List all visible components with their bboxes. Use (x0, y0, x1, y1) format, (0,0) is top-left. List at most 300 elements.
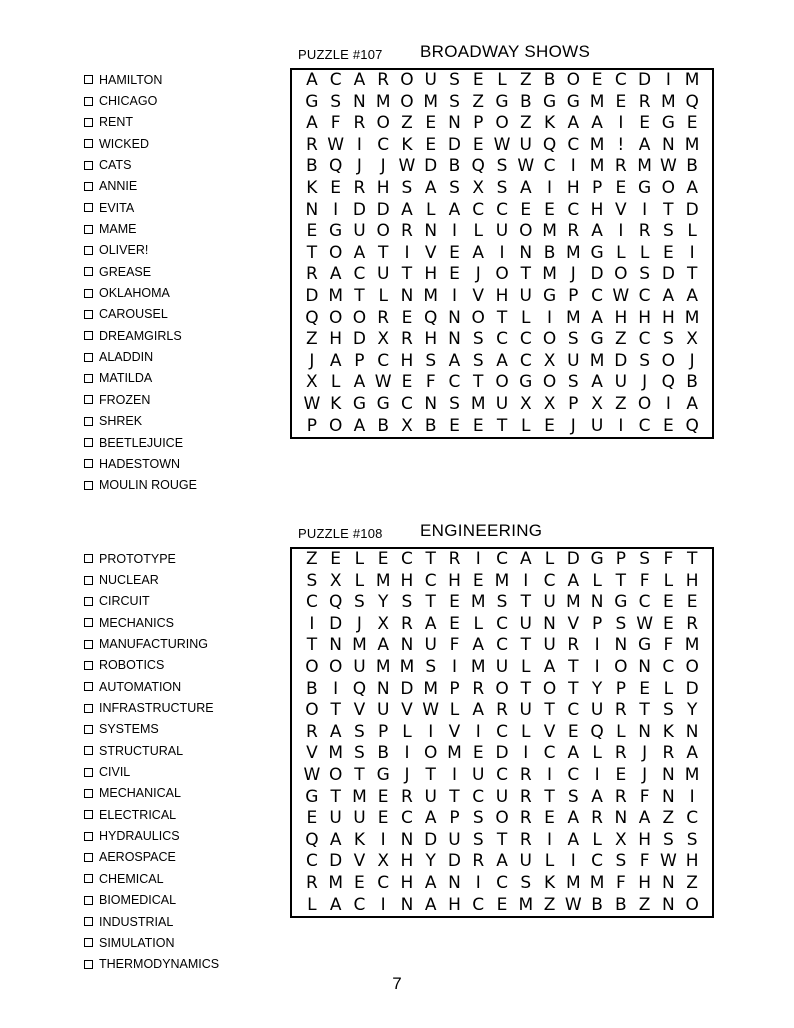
grid-letter[interactable]: J (642, 743, 648, 764)
grid-letter[interactable]: G (638, 177, 652, 198)
grid-letter[interactable]: E (544, 415, 555, 436)
grid-letter[interactable]: V (615, 199, 627, 220)
grid-letter[interactable]: E (425, 113, 437, 134)
grid-letter[interactable]: F (639, 851, 650, 872)
grid-letter[interactable]: Q (471, 156, 485, 177)
grid-letter[interactable]: A (353, 372, 366, 393)
grid-letter[interactable]: W (636, 613, 653, 634)
checkbox-icon[interactable] (84, 459, 93, 468)
grid-letter[interactable]: M (399, 656, 415, 677)
grid-letter[interactable]: I (570, 851, 576, 872)
grid-letter[interactable]: Z (401, 113, 413, 134)
checkbox-icon[interactable] (84, 289, 93, 298)
grid-letter[interactable]: T (568, 678, 579, 699)
grid-letter[interactable]: T (520, 592, 531, 613)
grid-letter[interactable]: T (354, 764, 365, 785)
grid-letter[interactable]: N (543, 613, 556, 634)
grid-letter[interactable]: S (354, 743, 365, 764)
grid-letter[interactable]: A (448, 350, 461, 371)
grid-letter[interactable]: C (305, 592, 318, 613)
grid-letter[interactable]: M (637, 156, 652, 177)
word-list-item[interactable] (84, 261, 197, 282)
grid-letter[interactable]: T (306, 635, 318, 656)
grid-letter[interactable]: R (448, 549, 461, 569)
grid-letter[interactable]: D (614, 350, 628, 371)
grid-letter[interactable]: E (377, 808, 389, 829)
grid-letter[interactable]: O (685, 656, 699, 677)
grid-letter[interactable]: E (425, 134, 437, 155)
grid-letter[interactable]: I (665, 70, 671, 90)
grid-letter[interactable]: O (661, 177, 676, 198)
grid-letter[interactable]: A (306, 70, 318, 90)
word-list-item[interactable] (84, 133, 197, 154)
grid-letter[interactable]: D (447, 851, 462, 872)
grid-letter[interactable]: X (377, 329, 389, 350)
checkbox-icon[interactable] (84, 395, 93, 404)
word-list-item[interactable] (84, 112, 197, 133)
grid-letter[interactable]: A (353, 242, 366, 263)
grid-letter[interactable]: C (638, 329, 651, 350)
grid-letter[interactable]: U (495, 221, 509, 242)
grid-letter[interactable]: N (638, 656, 651, 677)
grid-letter[interactable]: E (686, 113, 698, 134)
grid-letter[interactable]: E (639, 678, 650, 699)
word-list-item[interactable] (84, 176, 197, 197)
grid-letter[interactable]: R (401, 329, 413, 350)
word-list-item[interactable] (84, 954, 219, 975)
grid-letter[interactable]: A (662, 285, 675, 306)
grid-letter[interactable]: S (330, 91, 342, 112)
grid-letter[interactable]: R (401, 613, 413, 634)
grid-letter[interactable]: U (519, 851, 532, 872)
grid-letter[interactable]: Y (591, 678, 603, 699)
grid-letter[interactable]: U (376, 264, 390, 285)
grid-letter[interactable]: Q (424, 307, 438, 328)
checkbox-icon[interactable] (84, 225, 93, 234)
grid-letter[interactable]: I (547, 177, 553, 198)
grid-letter[interactable]: A (686, 393, 698, 414)
grid-letter[interactable]: I (547, 829, 553, 850)
grid-letter[interactable]: A (377, 635, 389, 656)
grid-letter[interactable]: C (496, 199, 508, 220)
grid-letter[interactable]: G (352, 393, 366, 414)
grid-letter[interactable]: I (689, 786, 695, 807)
grid-letter[interactable]: B (519, 91, 532, 112)
grid-letter[interactable]: G (376, 764, 390, 785)
grid-letter[interactable]: N (662, 872, 675, 893)
grid-letter[interactable]: L (497, 70, 507, 90)
word-list-item[interactable] (84, 218, 197, 239)
grid-letter[interactable]: J (642, 764, 648, 785)
grid-letter[interactable]: O (400, 91, 414, 112)
grid-letter[interactable]: W (374, 372, 392, 393)
grid-letter[interactable]: O (352, 307, 367, 328)
grid-letter[interactable]: D (685, 199, 699, 220)
grid-letter[interactable]: G (614, 592, 628, 613)
grid-letter[interactable]: E (472, 743, 484, 764)
grid-letter[interactable]: L (592, 829, 602, 850)
grid-letter[interactable]: H (614, 307, 628, 328)
grid-letter[interactable]: D (329, 851, 343, 872)
grid-letter[interactable]: I (451, 656, 457, 677)
grid-letter[interactable]: L (378, 285, 388, 306)
grid-letter[interactable]: L (521, 415, 531, 436)
grid-letter[interactable]: A (424, 613, 437, 634)
grid-letter[interactable]: A (519, 549, 532, 569)
grid-letter[interactable]: C (567, 199, 580, 220)
grid-letter[interactable]: N (305, 199, 319, 220)
grid-letter[interactable]: E (449, 592, 460, 613)
grid-letter[interactable]: N (519, 242, 533, 263)
grid-letter[interactable]: I (451, 764, 457, 785)
grid-letter[interactable]: D (400, 678, 414, 699)
checkbox-icon[interactable] (84, 917, 93, 926)
grid-letter[interactable]: A (591, 786, 603, 807)
grid-letter[interactable]: I (380, 829, 386, 850)
grid-letter[interactable]: I (618, 113, 624, 134)
grid-letter[interactable]: S (662, 700, 674, 721)
grid-letter[interactable]: Q (542, 134, 557, 155)
grid-letter[interactable]: T (639, 700, 650, 721)
grid-letter[interactable]: L (592, 570, 602, 591)
grid-letter[interactable]: N (448, 307, 461, 328)
grid-letter[interactable]: I (618, 415, 624, 436)
grid-letter[interactable]: W (659, 156, 677, 177)
grid-letter[interactable]: H (424, 329, 438, 350)
grid-letter[interactable]: A (567, 570, 580, 591)
grid-letter[interactable]: M (328, 872, 343, 893)
grid-letter[interactable]: C (472, 894, 485, 915)
grid-letter[interactable]: I (404, 242, 410, 263)
word-list-item[interactable] (84, 346, 197, 367)
grid-letter[interactable]: O (424, 743, 438, 764)
grid-letter[interactable]: J (356, 156, 362, 177)
grid-letter[interactable]: B (615, 894, 627, 915)
grid-letter[interactable]: S (615, 851, 627, 872)
grid-letter[interactable]: B (543, 242, 556, 263)
checkbox-icon[interactable] (84, 267, 93, 276)
checkbox-icon[interactable] (84, 75, 93, 84)
grid-letter[interactable]: F (615, 872, 626, 893)
checkbox-icon[interactable] (84, 938, 93, 947)
grid-letter[interactable]: N (400, 894, 414, 915)
grid-letter[interactable]: O (542, 372, 557, 393)
grid-letter[interactable]: S (662, 329, 674, 350)
grid-letter[interactable]: M (375, 570, 391, 591)
checkbox-icon[interactable] (84, 310, 93, 319)
grid-letter[interactable]: N (448, 872, 461, 893)
checkbox-icon[interactable] (84, 118, 93, 127)
grid-letter[interactable]: X (377, 851, 389, 872)
grid-letter[interactable]: A (448, 199, 461, 220)
word-list-item[interactable] (84, 368, 197, 389)
grid-letter[interactable]: E (472, 134, 484, 155)
grid-letter[interactable]: W (612, 285, 630, 306)
grid-letter[interactable]: E (662, 592, 674, 613)
grid-letter[interactable]: S (662, 221, 674, 242)
grid-letter[interactable]: G (542, 285, 557, 306)
grid-letter[interactable]: L (425, 199, 436, 220)
grid-letter[interactable]: R (401, 786, 413, 807)
grid-letter[interactable]: E (377, 549, 389, 569)
grid-letter[interactable]: C (305, 851, 318, 872)
checkbox-icon[interactable] (84, 618, 93, 627)
grid-letter[interactable]: B (377, 415, 390, 436)
grid-letter[interactable]: F (449, 635, 460, 656)
grid-letter[interactable]: N (448, 329, 461, 350)
checkbox-icon[interactable] (84, 704, 93, 713)
word-list-item[interactable] (84, 325, 197, 346)
grid-letter[interactable]: K (353, 829, 365, 850)
checkbox-icon[interactable] (84, 832, 93, 841)
grid-letter[interactable]: P (615, 549, 626, 569)
grid-letter[interactable]: P (354, 350, 365, 371)
word-list-item[interactable] (84, 453, 197, 474)
grid-letter[interactable]: M (375, 656, 391, 677)
word-list-item[interactable] (84, 719, 219, 740)
grid-letter[interactable]: K (662, 721, 674, 742)
word-list-item[interactable] (84, 633, 219, 654)
grid-letter[interactable]: A (591, 372, 603, 393)
grid-letter[interactable]: A (567, 808, 580, 829)
grid-letter[interactable]: Z (615, 329, 627, 350)
grid-letter[interactable]: K (543, 872, 556, 893)
grid-letter[interactable]: W (327, 134, 345, 155)
grid-letter[interactable]: K (401, 134, 413, 155)
grid-letter[interactable]: G (495, 91, 509, 112)
grid-letter[interactable]: R (662, 743, 675, 764)
grid-letter[interactable]: R (686, 613, 699, 634)
word-list-item[interactable] (84, 389, 197, 410)
grid-letter[interactable]: E (520, 199, 532, 220)
checkbox-icon[interactable] (84, 725, 93, 734)
grid-letter[interactable]: A (306, 113, 318, 134)
grid-letter[interactable]: C (377, 350, 390, 371)
grid-letter[interactable]: A (496, 350, 508, 371)
grid-letter[interactable]: D (352, 329, 366, 350)
grid-letter[interactable]: F (330, 113, 341, 134)
grid-letter[interactable]: O (661, 350, 676, 371)
grid-letter[interactable]: O (305, 700, 319, 721)
grid-letter[interactable]: I (594, 764, 600, 785)
grid-letter[interactable]: C (543, 570, 556, 591)
grid-letter[interactable]: K (543, 113, 556, 134)
grid-letter[interactable]: P (378, 721, 389, 742)
grid-letter[interactable]: X (543, 393, 556, 414)
checkbox-icon[interactable] (84, 331, 93, 340)
checkbox-icon[interactable] (84, 353, 93, 362)
grid-letter[interactable]: J (404, 764, 410, 785)
grid-letter[interactable]: G (519, 372, 533, 393)
grid-letter[interactable]: T (568, 656, 579, 677)
checkbox-icon[interactable] (84, 576, 93, 585)
grid-letter[interactable]: H (638, 872, 651, 893)
checkbox-icon[interactable] (84, 246, 93, 255)
grid-letter[interactable]: Z (472, 91, 485, 112)
grid-letter[interactable]: O (495, 372, 509, 393)
grid-letter[interactable]: C (519, 329, 532, 350)
grid-letter[interactable]: D (424, 156, 438, 177)
grid-letter[interactable]: H (400, 570, 414, 591)
grid-letter[interactable]: Z (543, 894, 556, 915)
grid-letter[interactable]: M (661, 91, 676, 112)
grid-letter[interactable]: P (615, 678, 626, 699)
grid-letter[interactable]: E (472, 415, 484, 436)
word-list-item[interactable] (84, 411, 197, 432)
grid-letter[interactable]: G (590, 549, 604, 569)
grid-letter[interactable]: I (547, 307, 553, 328)
grid-letter[interactable]: E (449, 613, 460, 634)
grid-letter[interactable]: W (303, 393, 321, 414)
grid-letter[interactable]: N (424, 221, 438, 242)
grid-letter[interactable]: H (400, 872, 414, 893)
grid-letter[interactable]: D (447, 134, 462, 155)
grid-letter[interactable]: R (519, 808, 532, 829)
grid-letter[interactable]: O (542, 329, 557, 350)
grid-letter[interactable]: O (328, 415, 343, 436)
grid-letter[interactable]: L (330, 372, 341, 393)
grid-letter[interactable]: N (614, 808, 628, 829)
grid-letter[interactable]: M (684, 307, 700, 328)
grid-letter[interactable]: L (473, 221, 483, 242)
grid-letter[interactable]: E (639, 113, 650, 134)
grid-letter[interactable]: T (449, 786, 460, 807)
grid-letter[interactable]: U (590, 415, 604, 436)
grid-letter[interactable]: G (590, 329, 604, 350)
checkbox-icon[interactable] (84, 554, 93, 563)
grid-letter[interactable]: O (495, 808, 509, 829)
grid-letter[interactable]: N (662, 764, 675, 785)
grid-letter[interactable]: C (614, 70, 627, 90)
grid-letter[interactable]: D (495, 743, 509, 764)
grid-letter[interactable]: S (449, 70, 460, 90)
grid-letter[interactable]: P (568, 393, 579, 414)
grid-letter[interactable]: A (567, 743, 580, 764)
grid-letter[interactable]: R (638, 221, 651, 242)
grid-letter[interactable]: L (616, 242, 626, 263)
grid-letter[interactable]: A (567, 113, 580, 134)
grid-letter[interactable]: H (495, 285, 509, 306)
word-list-item[interactable] (84, 804, 219, 825)
grid-letter[interactable]: R (638, 91, 651, 112)
grid-letter[interactable]: X (306, 372, 318, 393)
grid-letter[interactable]: P (449, 808, 460, 829)
grid-letter[interactable]: X (377, 613, 389, 634)
grid-letter[interactable]: P (568, 285, 579, 306)
grid-letter[interactable]: I (404, 743, 410, 764)
grid-letter[interactable]: I (689, 242, 695, 263)
grid-letter[interactable]: E (662, 415, 674, 436)
grid-letter[interactable]: B (686, 156, 698, 177)
grid-letter[interactable]: I (570, 156, 576, 177)
grid-letter[interactable]: L (663, 678, 674, 699)
word-list-item[interactable] (84, 697, 219, 718)
grid-letter[interactable]: C (638, 285, 651, 306)
grid-letter[interactable]: C (543, 156, 556, 177)
grid-letter[interactable]: M (684, 764, 700, 785)
grid-letter[interactable]: S (425, 656, 437, 677)
grid-letter[interactable]: H (590, 199, 604, 220)
grid-letter[interactable]: R (614, 786, 627, 807)
grid-letter[interactable]: Q (328, 592, 343, 613)
grid-letter[interactable]: T (425, 549, 436, 569)
grid-letter[interactable]: S (425, 350, 437, 371)
grid-letter[interactable]: C (472, 786, 485, 807)
grid-letter[interactable]: A (329, 350, 342, 371)
grid-letter[interactable]: D (685, 678, 699, 699)
grid-letter[interactable]: E (544, 808, 555, 829)
grid-letter[interactable]: A (401, 199, 413, 220)
grid-letter[interactable]: C (496, 329, 508, 350)
grid-letter[interactable]: B (377, 743, 390, 764)
grid-letter[interactable]: E (306, 221, 318, 242)
grid-letter[interactable]: I (356, 134, 362, 155)
word-list-item[interactable] (84, 591, 219, 612)
grid-letter[interactable]: C (591, 851, 603, 872)
checkbox-icon[interactable] (84, 139, 93, 148)
grid-letter[interactable]: C (448, 372, 461, 393)
grid-letter[interactable]: O (637, 393, 652, 414)
grid-letter[interactable]: R (353, 177, 366, 198)
grid-letter[interactable]: O (495, 678, 509, 699)
grid-letter[interactable]: A (424, 808, 437, 829)
grid-letter[interactable]: F (425, 372, 436, 393)
grid-letter[interactable]: G (590, 242, 604, 263)
grid-letter[interactable]: C (401, 393, 413, 414)
grid-letter[interactable]: I (665, 393, 671, 414)
grid-letter[interactable]: C (424, 570, 437, 591)
grid-letter[interactable]: E (330, 177, 342, 198)
grid-letter[interactable]: L (639, 242, 650, 263)
grid-letter[interactable]: I (475, 721, 481, 742)
grid-letter[interactable]: L (544, 851, 555, 872)
grid-letter[interactable]: H (661, 307, 675, 328)
grid-letter[interactable]: S (496, 177, 508, 198)
grid-letter[interactable]: R (353, 113, 366, 134)
grid-letter[interactable]: S (496, 592, 508, 613)
grid-letter[interactable]: R (519, 829, 532, 850)
grid-letter[interactable]: S (520, 872, 532, 893)
grid-letter[interactable]: F (663, 635, 674, 656)
grid-letter[interactable]: N (662, 134, 675, 155)
grid-letter[interactable]: J (689, 350, 695, 371)
checkbox-icon[interactable] (84, 896, 93, 905)
grid-letter[interactable]: I (523, 570, 529, 591)
grid-letter[interactable]: F (663, 549, 674, 569)
word-list-item[interactable] (84, 847, 219, 868)
word-list-item[interactable] (84, 304, 197, 325)
grid-letter[interactable]: E (330, 549, 342, 569)
grid-letter[interactable]: J (475, 264, 481, 285)
grid-letter[interactable]: H (638, 307, 651, 328)
grid-letter[interactable]: H (685, 851, 699, 872)
word-list-item[interactable] (84, 69, 197, 90)
grid-letter[interactable]: T (377, 242, 389, 263)
grid-letter[interactable]: H (376, 177, 390, 198)
grid-letter[interactable]: O (495, 113, 509, 134)
grid-letter[interactable]: R (472, 678, 485, 699)
grid-letter[interactable]: U (543, 592, 556, 613)
checkbox-icon[interactable] (84, 661, 93, 670)
grid-letter[interactable]: M (423, 285, 439, 306)
grid-letter[interactable]: J (642, 372, 648, 393)
word-list-item[interactable] (84, 783, 219, 804)
word-list-item[interactable] (84, 548, 219, 569)
grid-letter[interactable]: C (329, 70, 342, 90)
grid-letter[interactable]: R (567, 635, 580, 656)
grid-letter[interactable]: L (544, 549, 555, 569)
grid-letter[interactable]: B (306, 678, 318, 699)
